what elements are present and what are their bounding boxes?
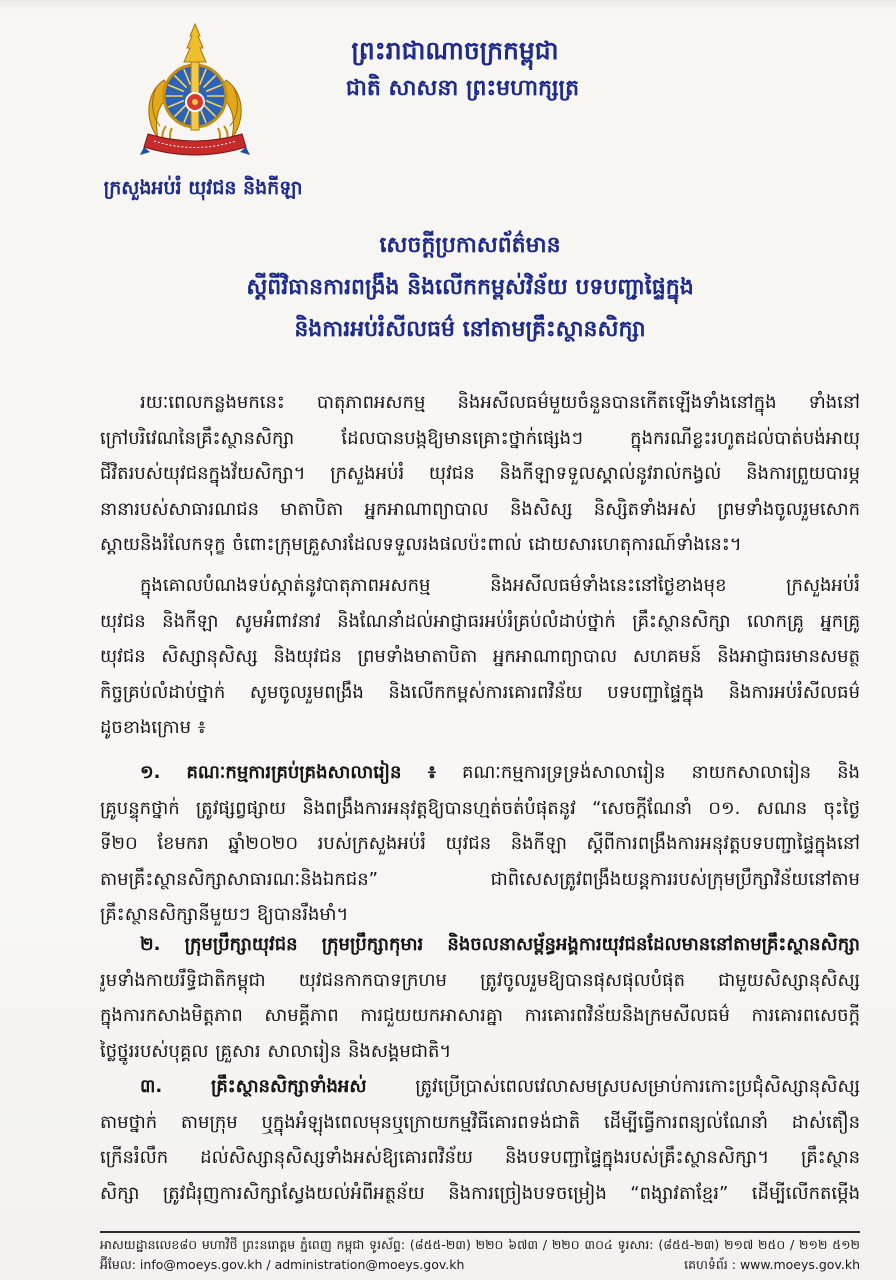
footer-contact — [100, 1255, 860, 1274]
body-text-line: ក្រៅបរិវេណនៃគ្រឹះស្ថានសិក្សា ដែលបានបង្កឱ្យមានគ្រោះថ្នាក់ផ្សេងៗ ក្នុងករណីខ្លះរហូតដល់បាត់បង់អាយុ — [100, 427, 860, 449]
list-item-heading-line — [100, 1069, 860, 1105]
footer-address: អាសយដ្ឋានលេខ៨០ មហាវិថី ព្រះនរោត្តម ភ្នំពេញ កម្ពុជា ទូរស័ព្ទ: (៨៥៥-២៣) ២២០ ៦៧៣ / ២២០ ៣០៤ ទូរសារ: (៨៥៥-២៣) ២១៧ ២៥០ / ២១២ ៥១២ — [100, 1237, 860, 1252]
body-text-line: ក្នុងការកសាងមិត្តភាព សាមគ្គីភាព ការជួយយកអាសារគ្នា ការគោរពវិន័យនិងក្រមសីលធម៌ ការគោរពសេចក្តី — [100, 1005, 860, 1026]
list-item-heading-line — [100, 755, 860, 791]
footer-website: គេហទំព័រ : www.moeys.gov.kh — [684, 1257, 860, 1272]
list-item-number: ១. — [140, 762, 161, 783]
list-item-2 — [100, 927, 860, 1069]
list-item-number: ៣. — [140, 1076, 163, 1097]
list-item-label: គ្រឹះស្ថានសិក្សាទាំងអស់ — [211, 1076, 367, 1097]
body-text-line: តាមគ្រឹះស្ថានសិក្សាសាធារណៈនិងឯកជន” ជាពិសេសត្រូវពង្រឹងយន្តការរបស់ក្រុមប្រឹក្សាវិន័យនៅតាម — [100, 868, 860, 890]
body-text-line: រួមទាំងកាយរឹទ្ធិជាតិកម្ពុជា យុវជនកាកបាទក្រហម ត្រូវចូលរួមឱ្យបានផុសផុលបំផុត ជាមួយសិស្សានុសិស្ស — [100, 969, 860, 991]
body-text-line: រយៈពេលកន្លងមកនេះ បាតុភាពអសកម្ម និងអសីលធម៌មួយចំនួនបានកើតឡើងទាំងនៅក្នុង ទាំងនៅ — [140, 392, 860, 413]
list-item-heading-line — [100, 927, 860, 963]
body-text-line: តាមថ្នាក់ តាមក្រុម ឬក្នុងអំឡុងពេលមុនឬក្រោយកម្មវិធីគោរពទង់ជាតិ ដើម្បីធ្វើការពន្យល់ណែនាំ ដាស់តឿន — [100, 1111, 860, 1133]
body-text-line: គ្រូបន្ទុកថ្នាក់ ត្រូវផ្សព្វផ្សាយ និងពង្រឹងការអនុវត្តឱ្យបានហ្មត់ចត់បំផុតនូវ “សេចក្តីណែនាំ ០១. សណន ចុះថ្ងៃ — [100, 797, 860, 819]
body-text-line: ដូចខាងក្រោម ៖ — [100, 717, 206, 738]
ministry-emblem — [140, 22, 250, 167]
body-text-line: សិក្សា ត្រូវជំរុញការសិក្សាស្វែងយល់អំពីអត្ថន័យ និងការច្រៀងបទចម្រៀង “ពង្សាវតាខ្មែរ” ដើម្បីលើកតម្កើង — [100, 1182, 860, 1204]
ministry-name: ក្រសួងអប់រំ យុវជន និងកីឡា — [103, 177, 303, 199]
footer-divider — [100, 1231, 860, 1233]
footer-email: អ៊ីមែល: info@moeys.gov.kh / administration@moeys.gov.kh — [100, 1257, 465, 1272]
body-text-line: ទី២០ ខែមករា ឆ្នាំ២០២០ របស់ក្រសួងអប់រំ យុវជន និងកីឡា ស្តីពីការពង្រឹងការអនុវត្តបទបញ្ជាផ្ទៃក្នុងនៅ — [100, 833, 860, 854]
body-text-line: នានារបស់សាធារណជន មាតាបិតា អ្នកអាណាព្យាបាល និងសិស្ស និស្សិតទាំងអស់ ព្រមទាំងចូលរួមសោក — [100, 498, 860, 520]
national-motto: ជាតិ សាសនា ព្រះមហាក្សត្រ — [345, 76, 580, 101]
list-item-label: គណៈកម្មការគ្រប់គ្រងសាលារៀន ៖ — [186, 762, 436, 783]
list-item-text: ត្រូវប្រើប្រាស់ពេលវេលាសមស្របសម្រាប់ការកោះប្រជុំសិស្សានុសិស្ស — [415, 1076, 860, 1097]
paragraph-1 — [100, 385, 860, 563]
body-text-line: កិច្ចគ្រប់លំដាប់ថ្នាក់ សូមចូលរួមពង្រឹង និងលើកកម្ពស់ការគោរពវិន័យ បទបញ្ជាផ្ទៃក្នុង និងការអប់រំសីលធម៌ — [100, 681, 860, 703]
body-text-line: ក្នុងគោលបំណងទប់ស្កាត់នូវបាតុភាពអសកម្ម និងអសីលធម៌ទាំងនេះនៅថ្ងៃខាងមុខ ក្រសួងអប់រំ — [140, 575, 860, 596]
body-text-line: គ្រឹះស្ថានសិក្សានីមួយៗ ឱ្យបានរឹងមាំ។ — [100, 904, 349, 925]
list-item-label: ក្រុមប្រឹក្សាយុវជន ក្រុមប្រឹក្សាកុមារ និងចលនាសម្ព័ន្ធអង្គការយុវជនដែលមាននៅតាមគ្រឹះស្ថានសិក្សា — [184, 934, 860, 955]
emblem-icon — [140, 22, 250, 167]
body-text-line: យុវជន និងកីឡា សូមអំពាវនាវ និងណែនាំដល់អាជ្ញាធរអប់រំគ្រប់លំដាប់ថ្នាក់ គ្រឹះស្ថានសិក្សា លោកគ្រូ អ្នកគ្រូ — [100, 610, 860, 632]
document-subtitle-line-1: ស្តីពីវិធានការពង្រឹង និងលើកកម្ពស់វិន័យ បទបញ្ជាផ្ទៃក្នុង — [246, 275, 694, 300]
body-text-line: ក្រើនរំលឹក ដល់សិស្សានុសិស្សទាំងអស់ឱ្យគោរពវិន័យ និងបទបញ្ជាផ្ទៃក្នុងរបស់គ្រឹះស្ថានសិក្សា។ គ្រឹះស្ថាន — [100, 1147, 860, 1168]
list-item-number: ២. — [140, 934, 161, 955]
body-text-line: ជីវិតរបស់យុវជនក្នុងវ័យសិក្សា។ ក្រសួងអប់រំ យុវជន និងកីឡាទទួលស្គាល់នូវរាល់កង្វល់ និងការព្រួយបារម្ភ — [100, 463, 860, 484]
document-title: សេចក្តីប្រកាសព័ត៌មាន — [379, 233, 561, 258]
body-text-line: យុវជន សិស្សានុសិស្ស និងយុវជន ព្រមទាំងមាតាបិតា អ្នកអាណាព្យាបាល សហគមន៍ និងអាជ្ញាធរមានសមត្ថ — [100, 646, 860, 667]
body-text-line: ស្តាយនិងរំលែកទុក្ខ ចំពោះក្រុមគ្រួសារដែលទទួលរងផលប៉ះពាល់ ដោយសារហេតុការណ៍ទាំងនេះ។ — [100, 534, 742, 555]
list-item-1 — [100, 755, 860, 933]
list-item-3 — [100, 1069, 860, 1211]
body-text-line: ថ្លៃថ្នូររបស់បុគ្គល គ្រួសារ សាលារៀន និងសង្គមជាតិ។ — [100, 1040, 452, 1062]
list-item-text: គណៈកម្មការទ្រទ្រង់សាលារៀន នាយកសាលារៀន និង — [461, 762, 860, 783]
paragraph-2 — [100, 568, 860, 746]
document-subtitle-line-2: និងការអប់រំសីលធម៌ នៅតាមគ្រឹះស្ថានសិក្សា — [294, 317, 646, 342]
kingdom-heading: ព្រះរាជាណាចក្រកម្ពុជា — [351, 36, 559, 65]
